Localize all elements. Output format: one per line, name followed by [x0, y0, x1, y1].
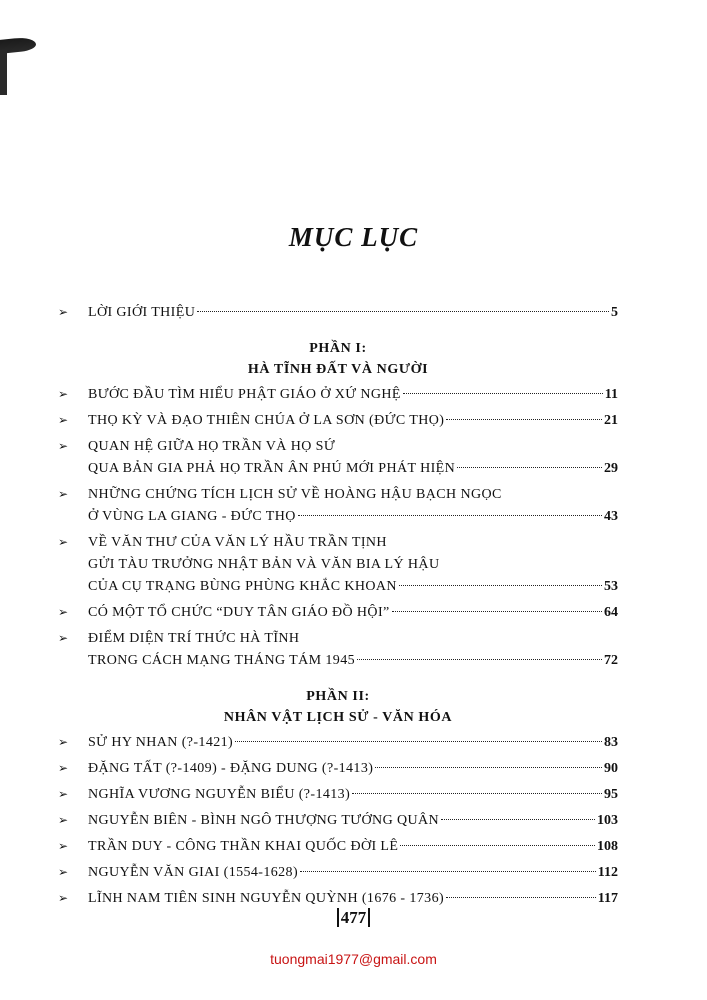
toc-entry-text: LĨNH NAM TIÊN SINH NGUYỄN QUỲNH (1676 - 1736)	[88, 891, 445, 906]
dot-leader	[457, 466, 602, 468]
toc-entry-text: CỦA CỤ TRẠNG BÙNG PHÙNG KHẮC KHOAN	[88, 579, 397, 594]
dot-leader	[352, 792, 602, 794]
toc-entry-line	[58, 576, 618, 598]
arrowhead-bullet-icon: ➢	[58, 413, 69, 427]
toc-entry-text: NGUYỄN BIÊN - BÌNH NGÔ THƯỢNG TƯỚNG QUÂN	[88, 813, 440, 828]
toc-page-number: 72	[604, 653, 618, 668]
toc-page-number: 43	[604, 509, 618, 524]
arrowhead-bullet-icon: ➢	[58, 487, 69, 501]
toc-entry-text: CÓ MỘT TỔ CHỨC “DUY TÂN GIÁO ĐỒ HỘI”	[88, 605, 390, 620]
toc-entry-line	[58, 784, 618, 806]
dot-leader	[197, 310, 609, 312]
dot-leader	[300, 870, 596, 872]
toc-page-number: 95	[604, 787, 618, 802]
page-number	[0, 908, 707, 928]
toc-entry-text: BƯỚC ĐẦU TÌM HIỂU PHẬT GIÁO Ở XỨ NGHỆ	[88, 387, 401, 402]
toc-entry-line	[58, 532, 618, 554]
toc-entry-text: Ở VÙNG LA GIANG - ĐỨC THỌ	[88, 509, 296, 524]
dot-leader	[403, 392, 603, 394]
toc-page-number: 83	[604, 735, 618, 750]
toc-entry[interactable]	[58, 862, 618, 884]
toc-entry-line	[58, 436, 618, 458]
toc-page-number: 103	[597, 813, 618, 828]
arrowhead-bullet-icon: ➢	[58, 387, 69, 401]
dot-leader	[399, 584, 602, 586]
toc-entry-line	[58, 384, 618, 406]
dot-leader	[441, 818, 595, 820]
toc-entry-intro[interactable]	[58, 302, 618, 324]
toc-page-number: 53	[604, 579, 618, 594]
toc-entry-text: THỌ KỲ VÀ ĐẠO THIÊN CHÚA Ở LA SƠN (ĐỨC THỌ)	[88, 413, 445, 428]
toc-entry-text: NGHĨA VƯƠNG NGUYỄN BIỂU (?-1413)	[88, 787, 351, 802]
toc-entry-line	[58, 602, 618, 624]
table-of-contents	[58, 302, 618, 914]
toc-entry[interactable]	[58, 628, 618, 672]
arrowhead-bullet-icon: ➢	[58, 761, 69, 775]
toc-entry-line	[58, 836, 618, 858]
toc-page-number: 21	[604, 413, 618, 428]
toc-entry-line	[58, 732, 618, 754]
scan-edge-mark	[0, 50, 7, 95]
toc-entry-line	[58, 506, 618, 528]
part-title: NHÂN VẬT LỊCH SỬ - VĂN HÓA	[223, 710, 453, 725]
arrowhead-bullet-icon: ➢	[58, 787, 69, 801]
arrowhead-bullet-icon: ➢	[58, 735, 69, 749]
arrowhead-bullet-icon: ➢	[58, 535, 69, 549]
part-label: PHẦN II:	[306, 689, 370, 704]
toc-entry-text: ĐẶNG TẤT (?-1409) - ĐẶNG DUNG (?-1413)	[88, 761, 374, 776]
toc-page-number: 112	[597, 865, 618, 880]
email-watermark: tuongmai1977@gmail.com	[270, 951, 437, 967]
toc-entry-text: GỬI TÀU TRƯỞNG NHẬT BẢN VÀ VĂN BIA LÝ HẬU	[88, 557, 440, 572]
toc-entry-text: SỬ HY NHAN (?-1421)	[88, 735, 234, 750]
toc-page-number: 117	[597, 891, 618, 906]
page-title: MỤC LỤC	[288, 222, 419, 252]
arrowhead-bullet-icon: ➢	[58, 631, 69, 645]
toc-page-number: 5	[611, 305, 618, 320]
toc-entry-line	[58, 888, 618, 910]
dot-leader	[235, 740, 602, 742]
toc-entry[interactable]	[58, 384, 618, 406]
toc-entry-text: TRẦN DUY - CÔNG THẦN KHAI QUỐC ĐỜI LÊ	[88, 839, 399, 854]
toc-entry-text: NGUYỄN VĂN GIAI (1554-1628)	[88, 865, 299, 880]
toc-page-number: 64	[604, 605, 618, 620]
dot-leader	[446, 418, 602, 420]
toc-entry-line	[58, 458, 618, 480]
toc-entry-text: NHỮNG CHỨNG TÍCH LỊCH SỬ VỀ HOÀNG HẬU BẠCH NGỌC	[88, 487, 502, 502]
toc-entry-line	[58, 810, 618, 832]
toc-entry-line	[58, 302, 618, 324]
toc-entry-line	[58, 650, 618, 672]
toc-entry[interactable]	[58, 532, 618, 598]
toc-entry[interactable]	[58, 732, 618, 754]
toc-entry-line	[58, 554, 618, 576]
toc-entry[interactable]	[58, 602, 618, 624]
dot-leader	[375, 766, 602, 768]
toc-entry[interactable]	[58, 810, 618, 832]
arrowhead-bullet-icon: ➢	[58, 605, 69, 619]
dot-leader	[298, 514, 602, 516]
toc-entry-text: LỜI GIỚI THIỆU	[88, 305, 196, 320]
toc-entry-text: QUAN HỆ GIỮA HỌ TRẦN VÀ HỌ SỨ	[88, 439, 336, 454]
arrowhead-bullet-icon: ➢	[58, 813, 69, 827]
toc-entry-text: VỀ VĂN THƯ CỦA VĂN LÝ HẦU TRẦN TỊNH	[88, 535, 387, 550]
arrowhead-bullet-icon: ➢	[58, 839, 69, 853]
toc-page-number: 90	[604, 761, 618, 776]
toc-entry[interactable]	[58, 436, 618, 480]
toc-page-number: 11	[604, 387, 618, 402]
dot-leader	[357, 658, 602, 660]
arrowhead-bullet-icon: ➢	[58, 305, 69, 319]
toc-entry[interactable]	[58, 888, 618, 910]
dot-leader	[392, 610, 602, 612]
toc-entry[interactable]	[58, 484, 618, 528]
toc-entry-text: QUA BẢN GIA PHẢ HỌ TRẦN ÂN PHÚ MỚI PHÁT HIỆN	[88, 461, 456, 476]
toc-entry-line	[58, 484, 618, 506]
arrowhead-bullet-icon: ➢	[58, 439, 69, 453]
dot-leader	[400, 844, 595, 846]
arrowhead-bullet-icon: ➢	[58, 865, 69, 879]
page-number-text: 477	[337, 908, 371, 927]
toc-entry-line	[58, 628, 618, 650]
toc-page-number: 29	[604, 461, 618, 476]
toc-page-number: 108	[597, 839, 618, 854]
toc-entry-text: ĐIỂM DIỆN TRÍ THỨC HÀ TĨNH	[88, 631, 300, 646]
toc-entry-line	[58, 862, 618, 884]
part-title: HÀ TĨNH ĐẤT VÀ NGƯỜI	[247, 362, 429, 377]
toc-entry-text: TRONG CÁCH MẠNG THÁNG TÁM 1945	[88, 653, 355, 668]
dot-leader	[446, 896, 596, 898]
arrowhead-bullet-icon: ➢	[58, 891, 69, 905]
toc-entry[interactable]	[58, 784, 618, 806]
toc-entry[interactable]	[58, 410, 618, 432]
toc-entry-line	[58, 410, 618, 432]
toc-entry[interactable]	[58, 758, 618, 780]
part-label: PHẦN I:	[309, 341, 367, 356]
toc-entry-line	[58, 758, 618, 780]
toc-entry[interactable]	[58, 836, 618, 858]
